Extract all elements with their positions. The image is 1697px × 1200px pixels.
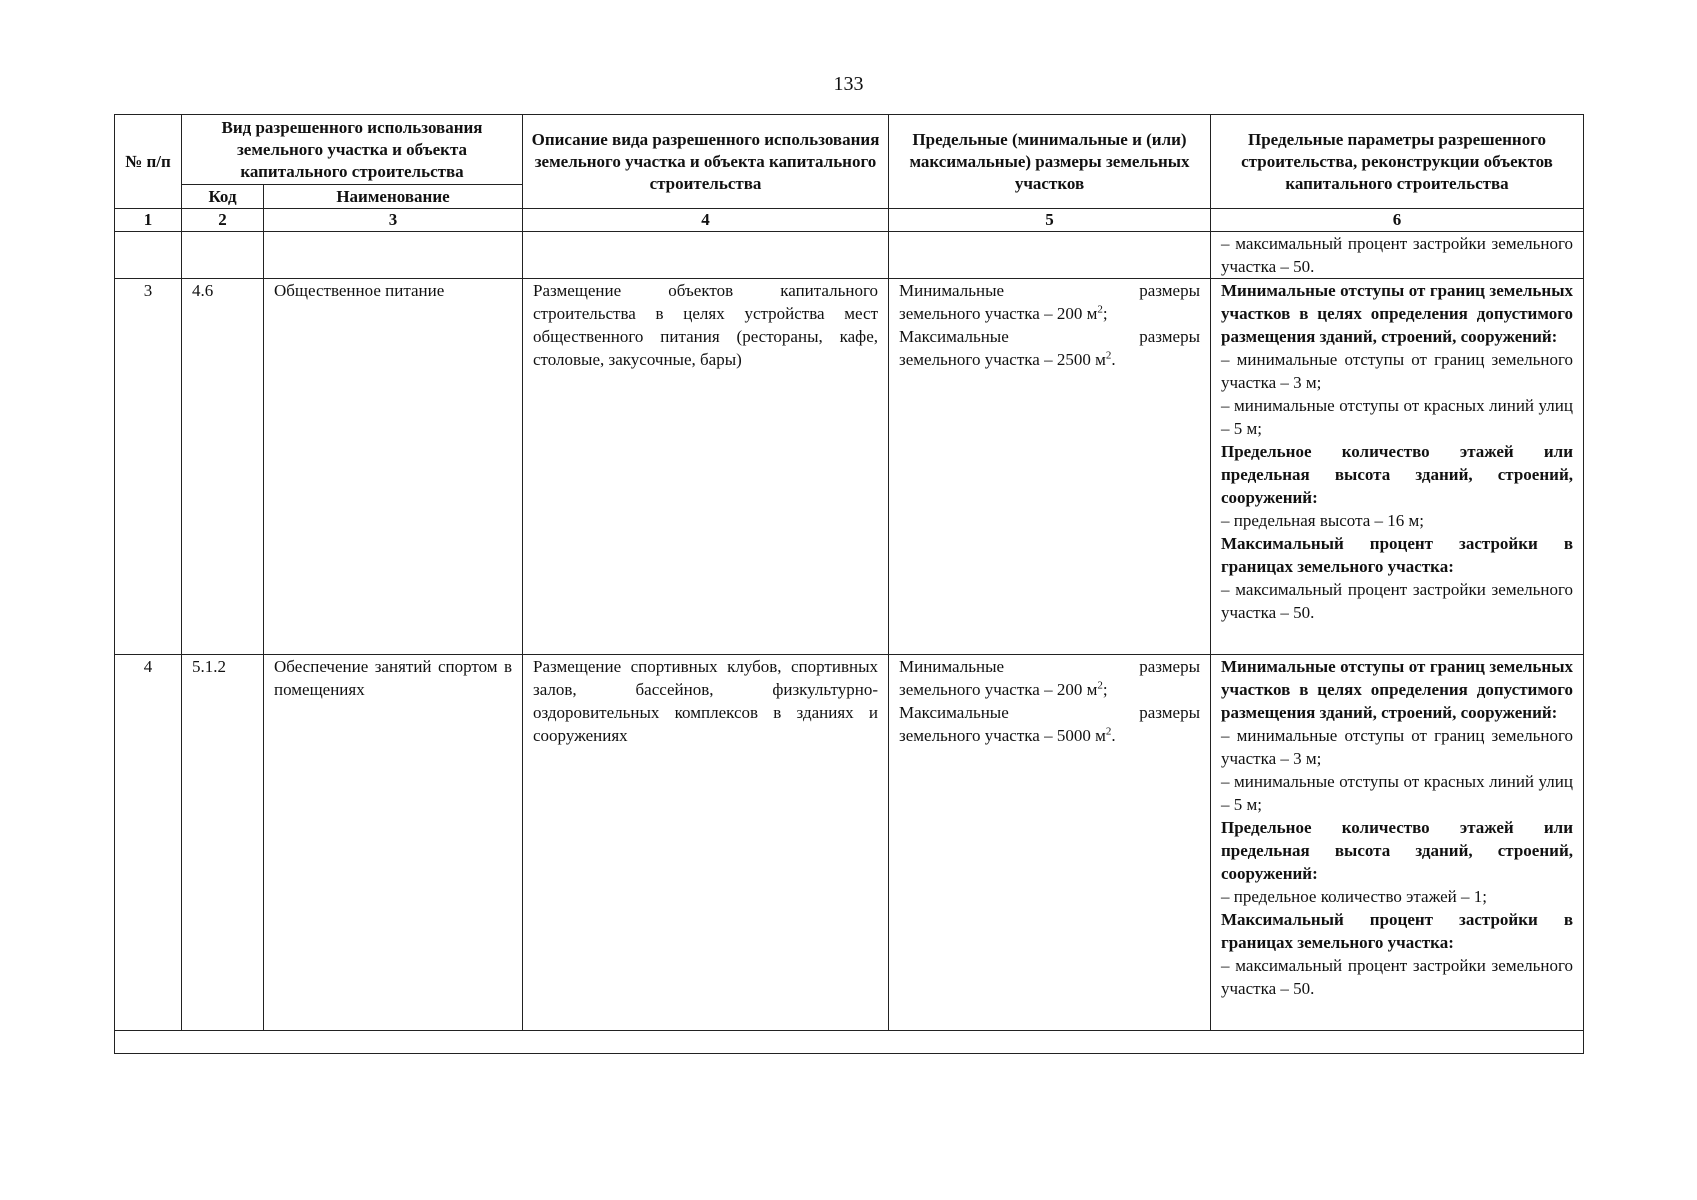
table-footer-row <box>115 1031 1584 1054</box>
row-params <box>1211 279 1584 655</box>
size-max-value: земельного участка – 5000 $м^2$. <box>899 725 1116 745</box>
floors-item: – предельное количество этажей – 1; <box>1221 887 1487 906</box>
floors-heading: Предельное количество этажей или предельная высота зданий, строений, сооружений: <box>1221 818 1573 883</box>
size-min-value: земельного участка – 200 $м^2$; <box>899 303 1108 323</box>
land-use-table <box>114 114 1584 1054</box>
row-name: Обеспечение занятий спортом в помещениях <box>264 655 523 1031</box>
row-description: Размещение объектов капитального строительства в целях устройства мест общественного питания (рестораны, кафе, столовые, закусочные, бары) <box>523 279 889 655</box>
size-max-value: земельного участка – 2500 $м^2$. <box>899 349 1116 369</box>
column-numbers-row <box>115 209 1584 232</box>
coverage-heading: Максимальный процент застройки в границах земельного участка: <box>1221 910 1573 952</box>
table-row-continuation <box>115 232 1584 279</box>
row-description: Размещение спортивных клубов, спортивных залов, бассейнов, физкультурно-оздоровительных комплексов в зданиях и сооружениях <box>523 655 889 1031</box>
column-number: 6 <box>1211 209 1584 232</box>
size-min-value: земельного участка – 200 $м^2$; <box>899 679 1108 699</box>
column-number: 1 <box>115 209 182 232</box>
header-sizes: Предельные (минимальные и (или) максимальные) размеры земельных участков <box>889 115 1211 209</box>
row-sizes <box>889 279 1211 655</box>
header-group: Вид разрешенного использования земельного участка и объекта капитального строительства <box>182 115 523 185</box>
floors-item: – предельная высота – 16 м; <box>1221 511 1424 530</box>
setback-heading: Минимальные отступы от границ земельных участков в целях определения допустимого размещения зданий, строений, сооружений: <box>1221 281 1573 346</box>
size-max-label: Максимальные размеры <box>899 327 1200 346</box>
row-code: 4.6 <box>182 279 264 655</box>
row-number: 3 <box>115 279 182 655</box>
params-cell: – максимальный процент застройки земельного участка – 50. <box>1211 232 1584 279</box>
header-name: Наименование <box>264 185 523 209</box>
row-code: 5.1.2 <box>182 655 264 1031</box>
table-row <box>115 279 1584 655</box>
column-number: 3 <box>264 209 523 232</box>
column-number: 4 <box>523 209 889 232</box>
coverage-item: – максимальный процент застройки земельного участка – 50. <box>1221 956 1573 998</box>
setback-item: – минимальные отступы от красных линий улиц – 5 м; <box>1221 772 1573 814</box>
table-row <box>115 655 1584 1031</box>
floors-heading: Предельное количество этажей или предельная высота зданий, строений, сооружений: <box>1221 442 1573 507</box>
size-max-label: Максимальные размеры <box>899 703 1200 722</box>
column-number: 5 <box>889 209 1211 232</box>
page-number: 133 <box>833 73 864 95</box>
size-min-label: Минимальные размеры <box>899 281 1200 300</box>
header-code: Код <box>182 185 264 209</box>
row-params <box>1211 655 1584 1031</box>
size-min-label: Минимальные размеры <box>899 657 1200 676</box>
setback-item: – минимальные отступы от границ земельного участка – 3 м; <box>1221 726 1573 768</box>
row-name: Общественное питание <box>264 279 523 655</box>
header-params: Предельные параметры разрешенного строительства, реконструкции объектов капитального строительства <box>1211 115 1584 209</box>
coverage-item: – максимальный процент застройки земельного участка – 50. <box>1221 580 1573 622</box>
setback-heading: Минимальные отступы от границ земельных участков в целях определения допустимого размещения зданий, строений, сооружений: <box>1221 657 1573 722</box>
column-number: 2 <box>182 209 264 232</box>
setback-item: – минимальные отступы от границ земельного участка – 3 м; <box>1221 350 1573 392</box>
row-sizes <box>889 655 1211 1031</box>
row-number: 4 <box>115 655 182 1031</box>
setback-item: – минимальные отступы от красных линий улиц – 5 м; <box>1221 396 1573 438</box>
coverage-heading: Максимальный процент застройки в границах земельного участка: <box>1221 534 1573 576</box>
header-num: № п/п <box>115 115 182 209</box>
header-description: Описание вида разрешенного использования земельного участка и объекта капитального строительства <box>523 115 889 209</box>
